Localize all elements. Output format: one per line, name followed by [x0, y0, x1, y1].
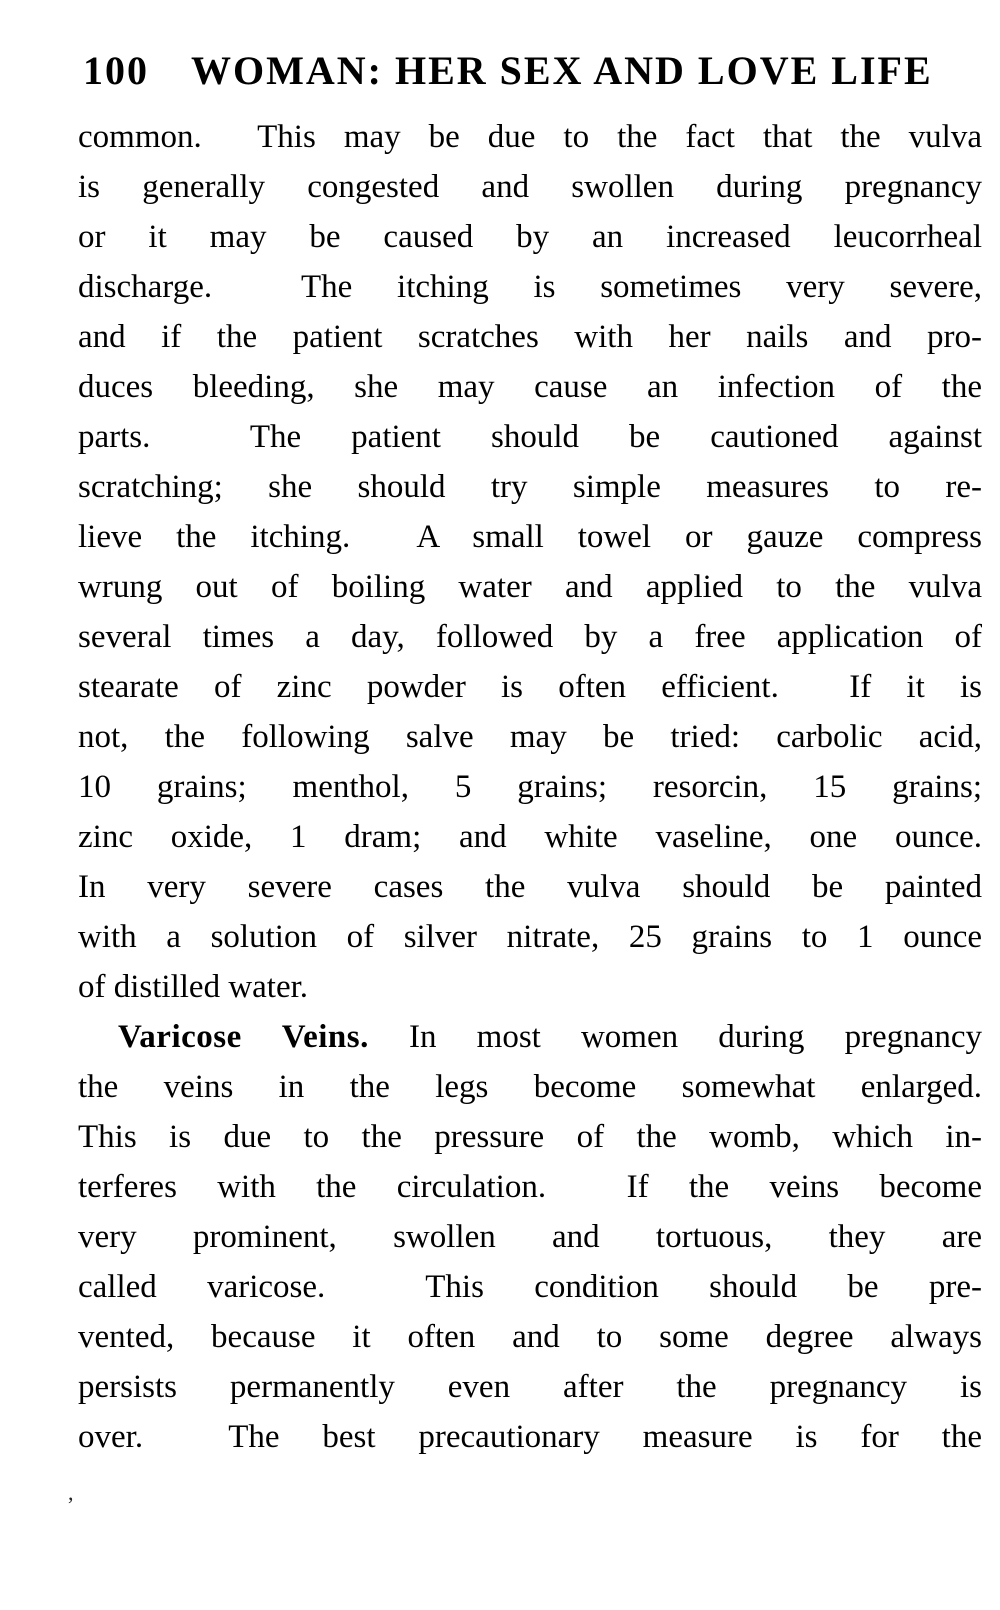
text-line: Varicose Veins. In most women during pregnancy — [118, 1019, 982, 1055]
text-line: is generally congested and swollen during pregnancy — [78, 169, 982, 205]
text-line: common. This may be due to the fact that the vulva — [78, 119, 982, 155]
text-line: of distilled water. — [78, 969, 309, 1005]
text-line: discharge. The itching is sometimes very severe, — [78, 269, 982, 305]
bold-lead: Varicose Veins. — [118, 1019, 369, 1055]
paragraph — [78, 112, 982, 1012]
text-line: over. The best precautionary measure is for the — [78, 1419, 982, 1455]
text-line: In very severe cases the vulva should be painted — [78, 869, 982, 905]
text-line: This is due to the pressure of the womb, which in- — [78, 1119, 982, 1155]
page-header — [83, 50, 933, 92]
text-line: stearate of zinc powder is often efficient. If it is — [78, 669, 982, 705]
text-line: called varicose. This condition should be pre- — [78, 1269, 982, 1305]
paragraph — [78, 1012, 982, 1462]
text-line: not, the following salve may be tried: carbolic acid, — [78, 719, 982, 755]
text-line: scratching; she should try simple measures to re- — [78, 469, 982, 505]
text-line: and if the patient scratches with her nails and pro- — [78, 319, 982, 355]
text-line: zinc oxide, 1 dram; and white vaseline, one ounce. — [78, 819, 982, 855]
page-number: 100 — [83, 48, 149, 93]
scan-artifact: , — [68, 1480, 74, 1505]
text-line: parts. The patient should be cautioned against — [78, 419, 982, 455]
text-line: vented, because it often and to some degree always — [78, 1319, 982, 1355]
text-line: very prominent, swollen and tortuous, they are — [78, 1219, 982, 1255]
text-line: persists permanently even after the pregnancy is — [78, 1369, 982, 1405]
text-line: lieve the itching. A small towel or gauze compress — [78, 519, 982, 555]
text-line: several times a day, followed by a free application of — [78, 619, 982, 655]
running-title: WOMAN: HER SEX AND LOVE LIFE — [191, 48, 933, 93]
text-line: 10 grains; menthol, 5 grains; resorcin, 15 grains; — [78, 769, 982, 805]
text-line: with a solution of silver nitrate, 25 grains to 1 ounce — [78, 919, 982, 955]
text-line: terferes with the circulation. If the veins become — [78, 1169, 982, 1205]
text-block — [78, 112, 982, 1462]
text-line: wrung out of boiling water and applied to the vulva — [78, 569, 982, 605]
text-line: the veins in the legs become somewhat enlarged. — [78, 1069, 982, 1105]
text-line: duces bleeding, she may cause an infection of the — [78, 369, 982, 405]
text-line: or it may be caused by an increased leucorrheal — [78, 219, 982, 255]
